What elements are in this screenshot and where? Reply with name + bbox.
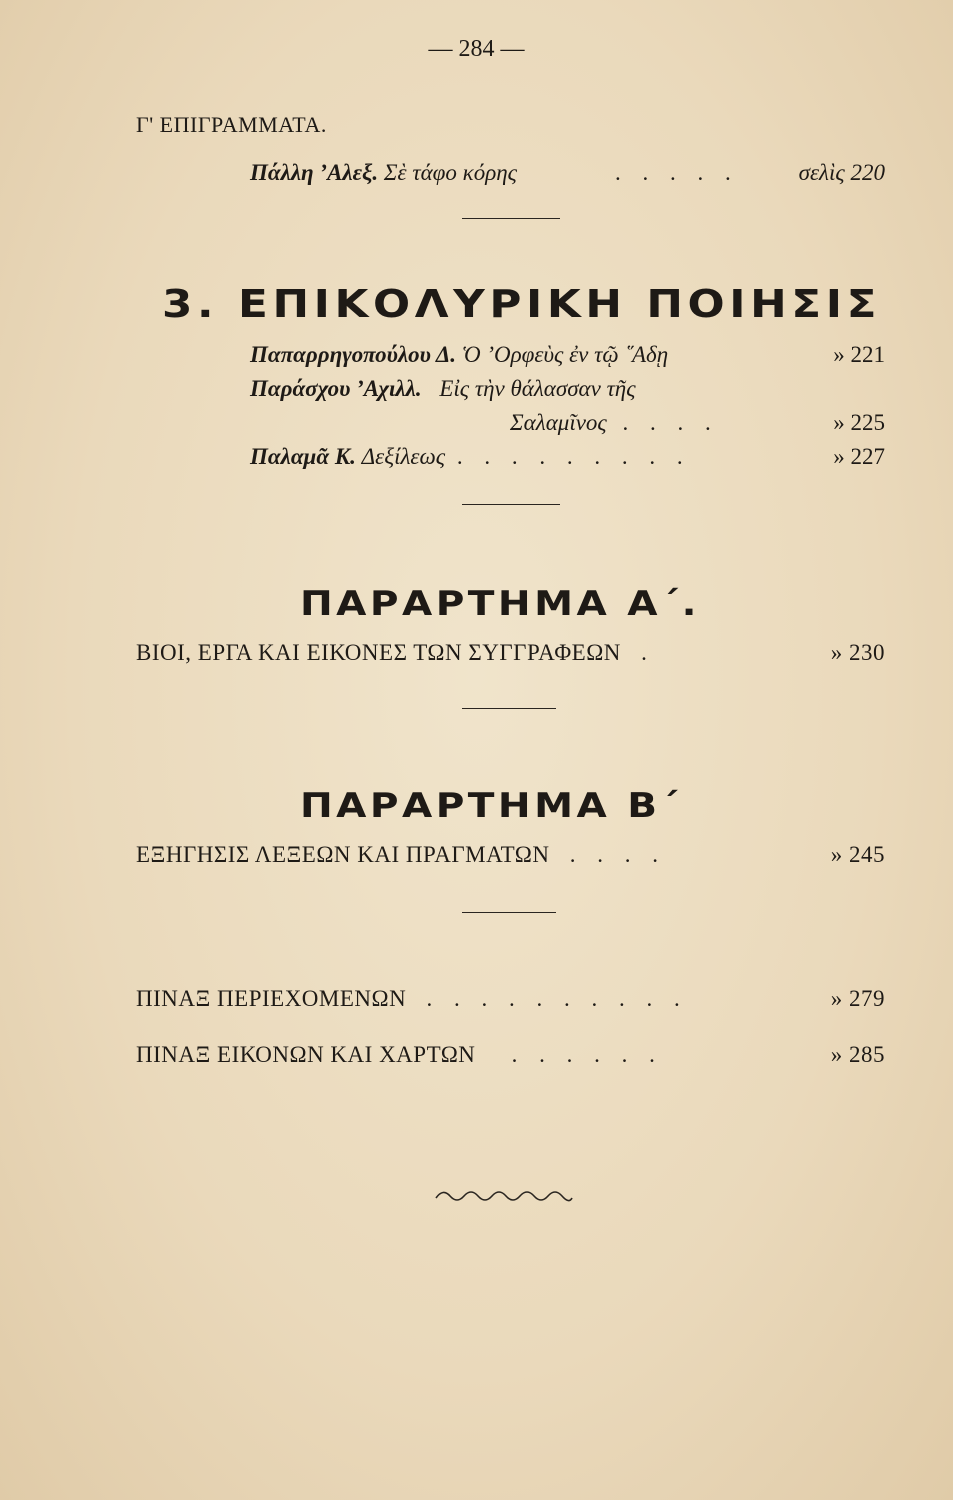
entry-label: ΠΙΝΑΞ ΕΙΚΟΝΩΝ ΚΑΙ ΧΑΡΤΩΝ xyxy=(136,1042,476,1067)
divider xyxy=(462,218,560,219)
entry-page: » 245 xyxy=(830,842,885,867)
entry-title: Σαλαμῖνος xyxy=(510,410,607,435)
divider xyxy=(462,708,556,709)
entry-dots: . . . . . . xyxy=(511,1042,663,1067)
entry-dots: . . . . . . . . . . xyxy=(426,986,688,1011)
entry-title: Σὲ τάφο κόρης xyxy=(383,160,517,185)
entry-label: ΒΙΟΙ, ΕΡΓΑ ΚΑΙ ΕΙΚΟΝΕΣ ΤΩΝ ΣΥΓΓΡΑΦΕΩΝ xyxy=(136,640,621,665)
toc-entry xyxy=(250,342,668,368)
entry-label: ΠΙΝΑΞ ΠΕΡΙΕΧΟΜΕΝΩΝ xyxy=(136,986,407,1011)
toc-entry xyxy=(136,640,655,666)
section-3-heading: 3. ΕΠΙΚΟΛΥΡΙΚΗ ΠΟΙΗΣΙΣ xyxy=(162,282,882,326)
entry-dots: . . . . xyxy=(622,410,719,435)
entry-author: Πάλλη ’Αλεξ. xyxy=(250,160,379,185)
ornament-squiggle xyxy=(434,1186,574,1206)
entry-page: » 279 xyxy=(830,986,885,1011)
page-number: — 284 — xyxy=(428,36,525,62)
divider xyxy=(462,504,560,505)
section-c-heading: Γ' ΕΠΙΓΡΑΜΜΑΤΑ. xyxy=(136,112,327,137)
entry-page: » 225 xyxy=(833,410,885,435)
toc-entry xyxy=(250,160,517,186)
toc-entry xyxy=(250,376,636,402)
entry-dots: . xyxy=(641,640,655,665)
entry-page: » 227 xyxy=(833,444,885,469)
divider xyxy=(462,912,556,913)
entry-author: Παράσχου ’Αχιλλ. xyxy=(250,376,422,401)
entry-author: Παπαρρηγοπούλου Δ. xyxy=(250,342,456,367)
entry-title: Δεξίλεως xyxy=(361,444,446,469)
entry-dots: . . . . . . . . . xyxy=(456,444,691,469)
entry-page: » 285 xyxy=(830,1042,885,1067)
entry-dots: . . . . xyxy=(569,842,667,867)
entry-title: Ὁ ’Ορφεὺς ἐν τῷ ῞Αδῃ xyxy=(461,342,669,367)
entry-dots: . . . . . xyxy=(615,160,739,185)
entry-page: » 221 xyxy=(833,342,885,367)
toc-entry xyxy=(250,444,691,470)
toc-entry xyxy=(136,842,666,868)
appendix-a-heading: ΠΑΡΑΡΤΗΜΑ Α΄. xyxy=(300,584,700,624)
toc-entry-continuation xyxy=(510,410,719,436)
entry-label: ΕΞΗΓΗΣΙΣ ΛΕΞΕΩΝ ΚΑΙ ΠΡΑΓΜΑΤΩΝ xyxy=(136,842,550,867)
entry-author: Παλαμᾶ Κ. xyxy=(250,444,356,469)
entry-page: σελὶς 220 xyxy=(798,160,885,185)
entry-page: » 230 xyxy=(830,640,885,665)
toc-entry xyxy=(136,1042,663,1068)
entry-title: Εἰς τὴν θάλασσαν τῆς xyxy=(439,376,636,401)
appendix-b-heading: ΠΑΡΑΡΤΗΜΑ Β΄ xyxy=(300,786,682,826)
toc-entry xyxy=(136,986,688,1012)
